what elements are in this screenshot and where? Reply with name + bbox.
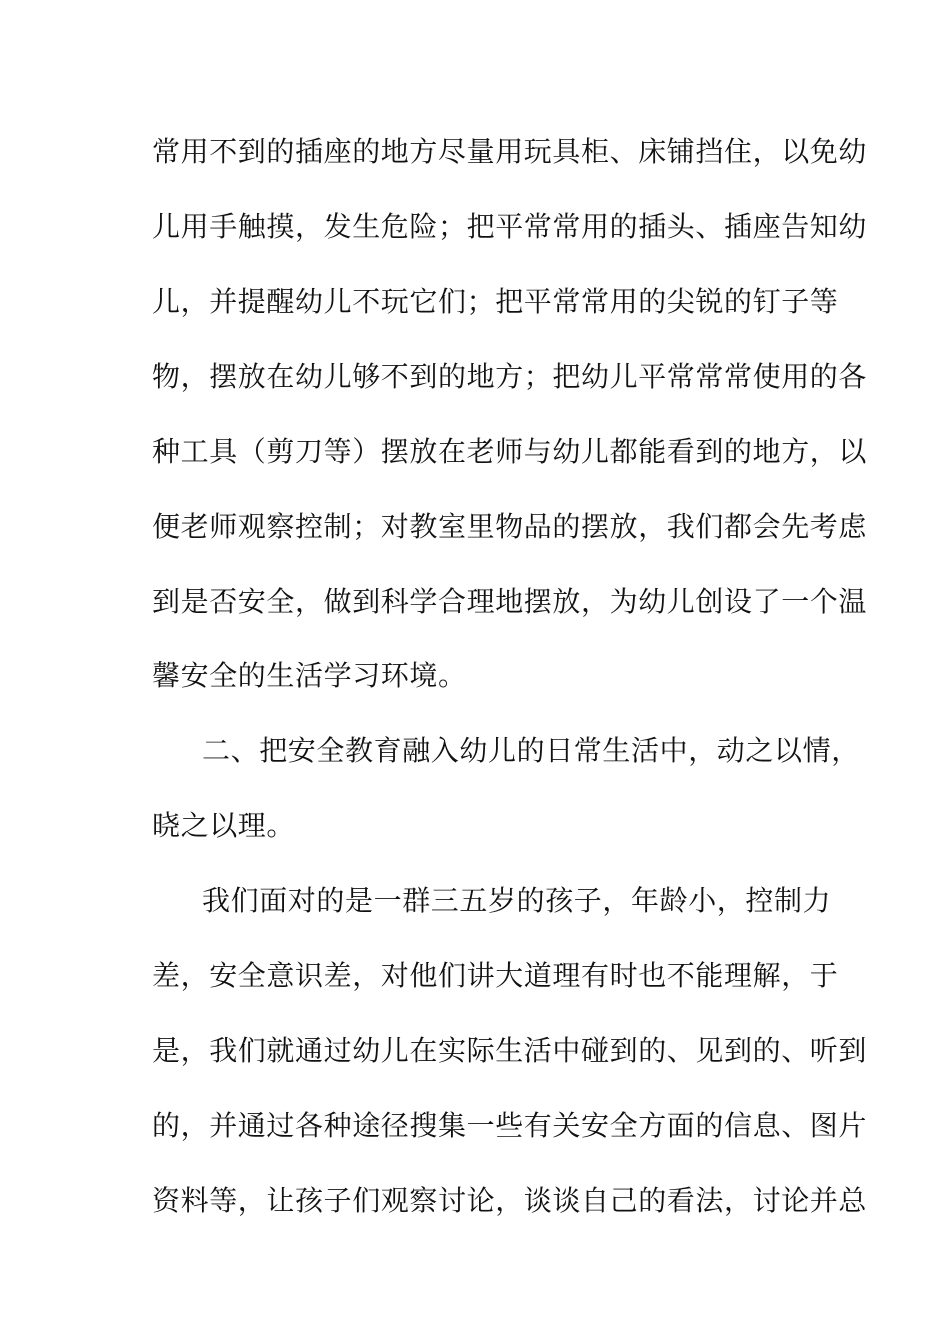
text-line: 便老师观察控制；对教室里物品的摆放，我们都会先考虑 <box>152 510 868 543</box>
text-line: 馨安全的生活学习环境。 <box>152 659 467 692</box>
text-line: 儿，并提醒幼儿不玩它们；把平常常用的尖锐的钉子等 <box>152 285 839 318</box>
text-line: 的，并通过各种途径搜集一些有关安全方面的信息、图片 <box>152 1109 868 1142</box>
text-line: 种工具（剪刀等）摆放在老师与幼儿都能看到的地方，以 <box>152 435 868 468</box>
text-line: 我们面对的是一群三五岁的孩子，年龄小，控制力 <box>202 884 832 917</box>
text-line: 儿用手触摸，发生危险；把平常常用的插头、插座告知幼 <box>152 210 868 243</box>
text-line: 到是否安全，做到科学合理地摆放，为幼儿创设了一个温 <box>152 585 868 618</box>
text-line: 常用不到的插座的地方尽量用玩具柜、床铺挡住，以免幼 <box>152 135 868 168</box>
text-line: 是，我们就通过幼儿在实际生活中碰到的、见到的、听到 <box>152 1034 868 1067</box>
text-line: 物，摆放在幼儿够不到的地方；把幼儿平常常常使用的各 <box>152 360 868 393</box>
text-line: 差，安全意识差，对他们讲大道理有时也不能理解，于 <box>152 959 839 992</box>
text-line: 资料等，让孩子们观察讨论，谈谈自己的看法，讨论并总 <box>152 1184 868 1217</box>
section-heading-continued: 晓之以理。 <box>152 809 296 842</box>
section-heading: 二、把安全教育融入幼儿的日常生活中，动之以情， <box>202 734 860 767</box>
